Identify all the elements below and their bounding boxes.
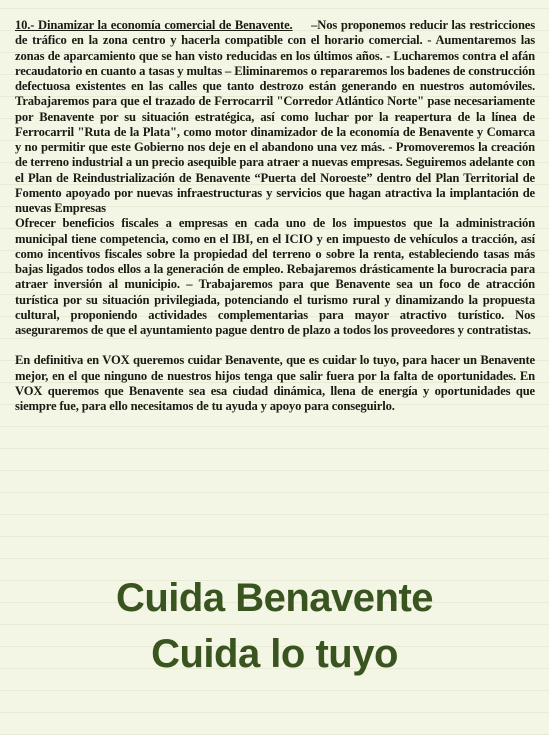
slogan-line-1: Cuida Benavente [115,576,434,620]
benefits-paragraph: Ofrecer beneficios fiscales a empresas en cada uno de los impuestos que la administración municipal tiene competencia, como en el IBI, en el ICIO y en impuesto de vehículos a tracción, así como incentivos fiscales sobre la propiedad del terreno o sobre la renta, estableciendo tasas más bajas ligados todos ellos a la generación de empleo. Rebajaremos drásticamente la burocracia para atraer inversión al municipio. – Trabajaremos para que Benavente sea un foco de atracción turística por su situación privilegiada, potenciando el turismo rural y dinamizando la propuesta cultural, proponiendo actividades complementarias para mayor atractivo turístico. Nos aseguraremos de que el ayuntamiento pague dentro de plazo a todos los proveedores y contratistas. [15,216,535,337]
intro-text: –Nos proponemos reducir las restricciones de tráfico en la zona centro y hacerla compatible con el horario comercial. - Aumentaremos las zonas de aparcamiento que se han visto reducidas en los últimos años. - Lucharemos contra el afán recaudatorio en cuanto a tasas y multas – Eliminaremos o repararemos los badenes de construcción defectuosa existentes en las calles que tanto destrozo están generando en nuestros automóviles. Trabajaremos para que el trazado de Ferrocarril "Corredor Atlántico Norte" pase necesariamente por Benavente por su situación estratégica, así como luchar por la reapertura de la línea de Ferrocarril "Ruta de la Plata", como motor dinamizador de la economía de Benavente y Comarca y no permitir que este Gobierno nos deje en el abandono una vez más. - Promoveremos la creación de terreno industrial a un precio asequible para atraer a nuevas empresas. Seguiremos adelante con el Plan de Reindustrialización de Benavente “Puerta del Noroeste” dentro del Plan Territorial de Fomento apoyado por nuevas infraestructuras y servicios que hagan atractiva la implantación de nuevas Empresas [15,18,535,215]
intro-paragraph [15,18,535,216]
paragraph-spacer [15,338,535,353]
body-text [15,18,535,414]
conclusion-paragraph: En definitiva en VOX queremos cuidar Benavente, que es cuidar lo tuyo, para hacer un Benavente mejor, en el que ninguno de nuestros hijos tenga que salir fuera por la falta de oportunidades. En VOX queremos que Benavente sea esa ciudad dinámica, llena de energía y oportunidades que siempre fue, para ello necesitamos de tu ayuda y apoyo para conseguirlo. [15,353,535,413]
slogan-line-2: Cuida lo tuyo [151,632,398,676]
section-heading: 10.- Dinamizar la economía comercial de Benavente. [15,18,293,32]
